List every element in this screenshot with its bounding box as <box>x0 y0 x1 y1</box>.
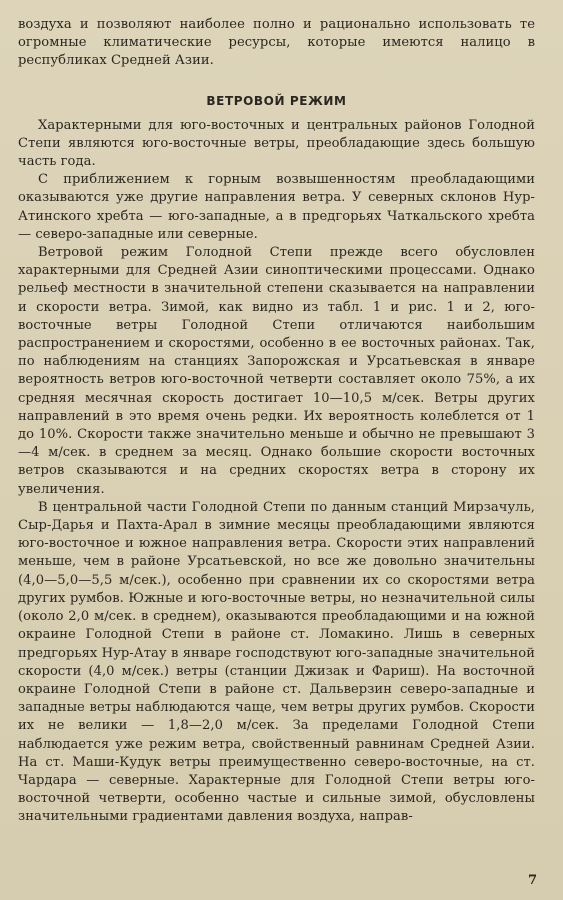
paragraph-4: В центральной части Голодной Степи по данным станций Мирзачуль, Сыр-Дарья и Пахта-Арал в зимние месяцы преобладающими являются юго-восточное и южное направления ветра. Скорости этих направлений меньше, чем в районе Урсатьевской, но все же довольно значительны (4,0—5,0—5,5 м/сек.), особенно при сравнении их со скоростями ветра других румбов. Южные и юго-восточные ветры, но незначительной силы (около 2,0 м/сек. в среднем), оказываются преобладающими и на южной окраине Голодной Степи в районе ст. Ломакино. Лишь в северных предгорьях Нур-Атау в январе господствуют юго-западные значительной скорости (4,0 м/сек.) ветры (станции Джизак и Фариш). На восточной окраине Голодной Степи в районе ст. Дальверзин северо-западные и западные ветры наблюдаются чаще, чем ветры других румбов. Скорости их не велики — 1,8—2,0 м/сек. За пределами Голодной Степи наблюдается уже режим ветра, свойственный равнинам Средней Азии. На ст. Маши-Кудук ветры преимущественно северо-восточные, на ст. Чардара — северные. Характерные для Голодной Степи ветры юго-восточной четверти, особенно частые и сильные зимой, обусловлены значительными градиентами давления воздуха, направ- <box>18 499 535 825</box>
paragraph-3: Ветровой режим Голодной Степи прежде всего обусловлен характерными для Средней Азии синоптическими процессами. Однако рельеф местности в значительной степени сказывается на направлении и скорости ветра. Зимой, как видно из табл. 1 и рис. 1 и 2, юго-восточные ветры Голодной Степи отличаются наибольшим распространением и скоростями, особенно в ее восточных районах. Так, по наблюдениям на станциях Запорожская и Урсатьевская в январе вероятность ветров юго-восточной четверти составляет около 75%, а их средняя месячная скорость достигает 10—10,5 м/сек. Ветры других направлений в это время очень редки. Их вероятность колеблется от 1 до 10%. Скорости также значительно меньше и обычно не превышают 3—4 м/сек. в среднем за месяц. Однако большие скорости восточных ветров сказываются и на средних скоростях ветра в сторону их увеличения. <box>18 245 535 497</box>
page-number: 7 <box>527 873 537 888</box>
section-heading: ВЕТРОВОЙ РЕЖИМ <box>206 93 347 108</box>
paragraph-1: Характерными для юго-восточных и центральных районов Голодной Степи являются юго-восточные ветры, преобладающие здесь большую часть года. <box>18 117 535 170</box>
paragraph-2: С приближением к горным возвышенностям преобладающими оказываются уже другие направления ветра. У северных склонов Нур-Атинского хребта — юго-западные, а в предгорьях Чаткальского хребта — северо-западные или северные. <box>18 172 535 242</box>
page-body <box>18 16 535 827</box>
continuation-paragraph: воздуха и позволяют наиболее полно и рационально использовать те огромные климатические ресурсы, которые имеются налицо в республиках Средней Азии. <box>18 17 535 69</box>
